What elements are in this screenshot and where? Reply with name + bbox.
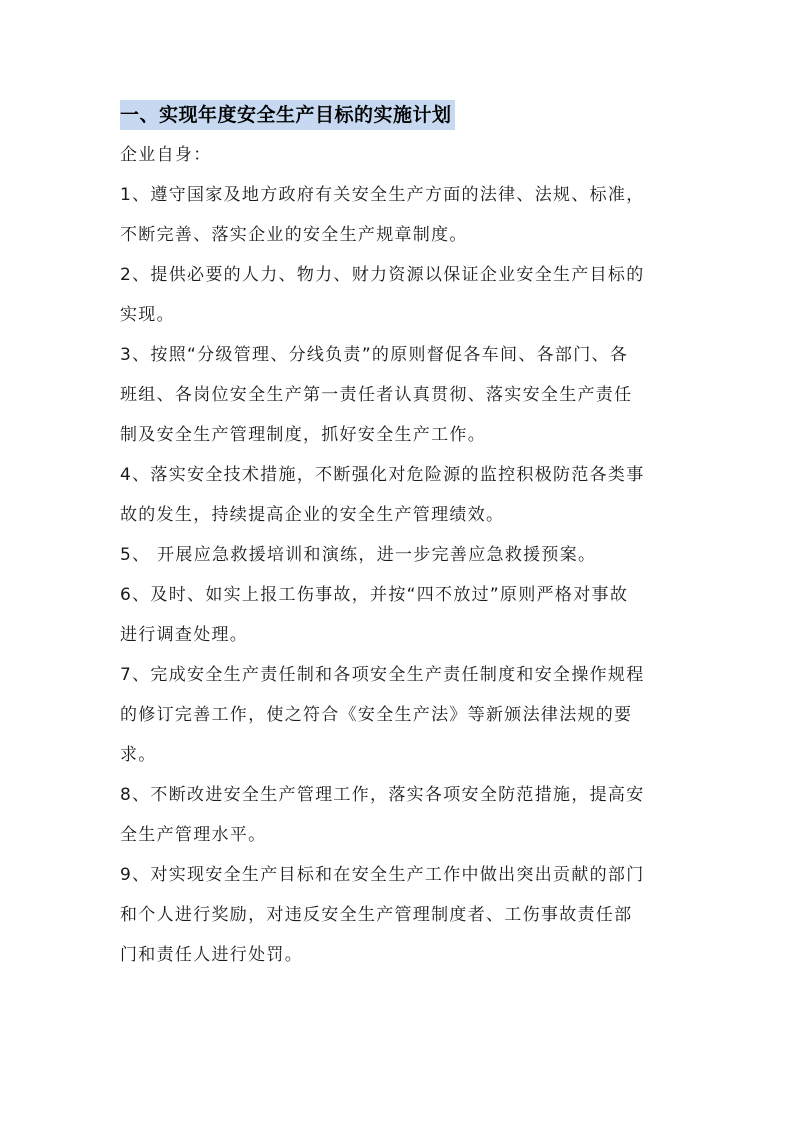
- list-item-3: [120, 341, 680, 449]
- list-item-8: [120, 781, 680, 849]
- list-item-4: [120, 461, 680, 529]
- list-item-6: [120, 581, 680, 649]
- list-item-9: [120, 861, 680, 969]
- list-item-line: 制及安全生产管理制度，抓好安全生产工作。: [120, 425, 486, 445]
- list-item-line: 门和责任人进行处罚。: [120, 945, 303, 965]
- list-item-line: 不断完善、落实企业的安全生产规章制度。: [120, 225, 468, 245]
- list-item-line: 故的发生，持续提高企业的安全生产管理绩效。: [120, 505, 505, 525]
- document-body: [120, 100, 680, 981]
- list-item-line: 3、按照“分级管理、分线负责”的原则督促各车间、各部门、各: [120, 345, 629, 365]
- list-item-7: [120, 661, 680, 769]
- list-item-line: 4、落实安全技术措施，不断强化对危险源的监控积极防范各类事: [120, 465, 645, 485]
- list-item-line: 的修订完善工作，使之符合《安全生产法》等新颁法律法规的要: [120, 705, 633, 725]
- list-item-line: 1、遵守国家及地方政府有关安全生产方面的法律、法规、标准，: [120, 185, 645, 205]
- list-item-1: [120, 181, 680, 249]
- list-item-line: 5、 开展应急救援培训和演练，进一步完善应急救援预案。: [120, 545, 597, 565]
- list-item-line: 和个人进行奖励，对违反安全生产管理制度者、工伤事故责任部: [120, 905, 633, 925]
- list-item-line: 6、及时、如实上报工伤事故，并按“四不放过”原则严格对事故: [120, 585, 629, 605]
- list-item-line: 9、对实现安全生产目标和在安全生产工作中做出突出贡献的部门: [120, 865, 645, 885]
- intro-text: 企业自身：: [120, 145, 212, 165]
- list-item-line: 进行调查处理。: [120, 625, 249, 645]
- list-item-line: 7、完成安全生产责任制和各项安全生产责任制度和安全操作规程: [120, 665, 645, 685]
- list-item-line: 实现。: [120, 305, 175, 325]
- section-heading: 一、实现年度安全生产目标的实施计划: [120, 100, 455, 130]
- list-item-line: 8、不断改进安全生产管理工作，落实各项安全防范措施，提高安: [120, 785, 645, 805]
- list-item-line: 班组、各岗位安全生产第一责任者认真贯彻、落实安全生产责任: [120, 385, 633, 405]
- list-item-line: 全生产管理水平。: [120, 825, 267, 845]
- list-item-line: 2、提供必要的人力、物力、财力资源以保证企业安全生产目标的: [120, 265, 645, 285]
- list-item-2: [120, 261, 680, 329]
- list-item-line: 求。: [120, 745, 157, 765]
- list-item-5: [120, 541, 680, 569]
